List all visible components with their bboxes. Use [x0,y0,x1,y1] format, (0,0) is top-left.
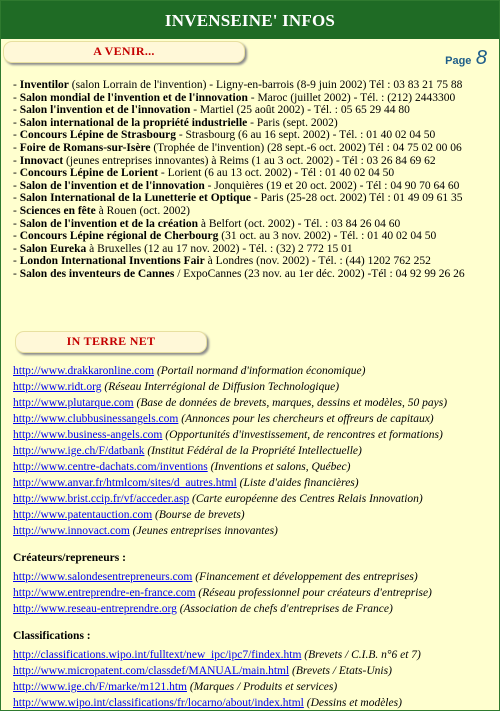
createurs-heading: Créateurs/repreneurs : [13,552,126,564]
event-item: - Inventilor (salon Lorrain de l'invention) - Ligny-en-barrois (8-9 juin 2002) Tél : 03 83 21 75 88 [13,79,463,91]
link-url[interactable]: http://www.ige.ch/F/datbank [13,445,145,457]
link-description: (Inventions et salons, Québec) [207,461,351,473]
event-detail: à Belfort (oct. 2002) - Tél. : 03 84 26 04 60 [197,217,401,230]
link-item [13,363,499,379]
link-item [13,427,499,443]
link-description: (Marques / Produits et services) [186,681,338,693]
link-item [13,695,499,711]
link-item [13,491,499,507]
link-url[interactable]: http://www.ridt.org [13,381,102,393]
page-title: INVENSEINE' INFOS [164,11,336,30]
link-description: (Association de chefs d'entreprises de France) [176,603,393,615]
event-name: Salon mondial de l'invention et de l'innovation [19,91,248,104]
event-name: London International Inventions Fair [19,255,205,268]
events-list [13,79,499,281]
event-detail: / ExpoCannes (23 nov. au 1er déc. 2002) -Tél : 04 92 99 26 26 [174,267,465,280]
section-tag-internet [15,331,207,353]
event-item: - Salon mondial de l'invention et de l'innovation - Maroc (juillet 2002) - Tél. : (212) 2443300 [13,91,456,104]
event-item: - London International Inventions Fair à Londres (nov. 2002) - Tél. : (44) 1202 762 252 [13,255,431,268]
link-description: (Dessins et modèles) [303,697,402,709]
event-detail: à Londres (nov. 2002) - Tél. : (44) 1202 762 252 [204,255,431,268]
event-item: - Salon international de la propriété industrielle - Paris (sept. 2002) [13,116,338,129]
event-name: Salon des inventeurs de Cannes [19,267,175,280]
section-tag-internet-label: IN TERRE NET [66,334,156,348]
links-section [13,363,499,711]
event-detail: (Trophée de l'invention) (28 sept.-6 oct. 2002) Tél : 04 75 02 00 06 [150,141,462,154]
classifications-list [13,647,499,711]
event-detail: (salon Lorrain de l'invention) - Ligny-en-barrois (8-9 juin 2002) Tél : 03 83 21 75 88 [68,79,463,91]
link-description: (Portail normand d'information économique) [154,365,366,377]
createurs-list [13,569,499,617]
event-detail: - Lorient (6 au 13 oct. 2002) - Tél : 01 40 02 04 50 [158,167,395,180]
link-item [13,523,499,539]
event-name: Foire de Romans-sur-Isère [19,141,151,154]
link-item [13,679,499,695]
event-detail: à Bruxelles (12 au 17 nov. 2002) - Tél. : (32) 2 772 15 01 [86,242,353,255]
link-description: (Bourse de brevets) [152,509,245,521]
event-item: - Salon Eureka à Bruxelles (12 au 17 nov. 2002) - Tél. : (32) 2 772 15 01 [13,242,353,255]
event-detail: - Paris (sept. 2002) [247,116,338,129]
link-description: (Jeunes entreprises innovantes) [129,525,278,537]
link-item [13,411,499,427]
link-description: (Base de données de brevets, marques, dessins et modèles, 50 pays) [133,397,448,409]
event-detail: à Rouen (oct. 2002) [95,204,190,217]
page-number [445,47,487,70]
event-item: - Salon de l'invention et de l'innovation - Jonquières (19 et 20 oct. 2002) - Tél : 04 90 70 64 60 [13,179,460,192]
link-description: (Annonces pour les chercheurs et offreurs de capitaux) [178,413,434,425]
link-url[interactable]: http://www.patentauction.com [13,509,153,521]
page-label: Page [445,55,472,67]
event-detail: - Strasbourg (6 au 16 sept. 2002) - Tél. : 01 40 02 04 50 [175,129,436,142]
event-name: Salon l'invention et de l'innovation [19,104,191,117]
link-item [13,647,499,663]
event-detail: - Martiel (25 août 2002) - Tél. : 05 65 29 44 80 [190,104,410,117]
event-item: - Innovact (jeunes entreprises innovantes) à Reims (1 au 3 oct. 2002) - Tél : 03 26 84 69 62 [13,154,436,167]
link-url[interactable]: http://www.salondesentrepreneurs.com [13,571,193,583]
event-name: Salon de l'invention et de la création [19,217,198,230]
link-item [13,569,499,585]
section-tag-a-venir [3,41,245,63]
event-name: Salon de l'invention et de l'innovation [19,179,205,192]
links-list [13,363,499,539]
link-url[interactable]: http://www.business-angels.com [13,429,163,441]
link-item [13,475,499,491]
link-url[interactable]: http://www.innovact.com [13,525,130,537]
link-description: (Institut Fédéral de la Propriété Intellectuelle) [144,445,362,457]
section-tag-a-venir-label: A VENIR... [93,44,155,58]
link-url[interactable]: http://www.brist.ccip.fr/vf/acceder.asp [13,493,190,505]
event-item: - Concours Lépine de Strasbourg - Strasbourg (6 au 16 sept. 2002) - Tél. : 01 40 02 04 50 [13,129,436,142]
event-item: - Concours Lépine régional de Cherbourg (31 oct. au 3 nov. 2002) - Tél. : 01 40 02 04 50 [13,230,437,243]
event-item: - Foire de Romans-sur-Isère (Trophée de l'invention) (28 sept.-6 oct. 2002) Tél : 04 75 02 00 06 [13,141,462,154]
link-url[interactable]: http://www.plutarque.com [13,397,134,409]
link-url[interactable]: http://www.reseau-entreprendre.org [13,603,177,615]
link-url[interactable]: http://www.wipo.int/classifications/fr/locarno/about/index.html [13,697,304,709]
link-description: (Réseau Interrégional de Diffusion Technologique) [101,381,340,393]
event-name: Salon International de la Lunetterie et Optique [19,192,251,205]
event-detail: (jeunes entreprises innovantes) à Reims (1 au 3 oct. 2002) - Tél : 03 26 84 69 62 [63,154,436,167]
link-url[interactable]: http://classifications.wipo.int/fulltext/new_ipc/ipc7/findex.htm [13,649,302,661]
event-name: Salon international de la propriété industrielle [19,116,248,129]
event-name: Sciences en fête [19,204,96,217]
link-description: (Carte européenne des Centres Relais Innovation) [189,493,423,505]
header-bar [1,1,499,39]
link-description: (Réseau professionnel pour créateurs d'entreprise) [195,587,432,599]
link-url[interactable]: http://www.anvar.fr/htmlcom/sites/d_autres.html [13,477,237,489]
link-url[interactable]: http://www.micropatent.com/classdef/MANUAL/main.html [13,665,290,677]
event-detail: - Jonquières (19 et 20 oct. 2002) - Tél : 04 90 70 64 60 [204,179,460,192]
event-item: - Salon l'invention et de l'innovation - Martiel (25 août 2002) - Tél. : 05 65 29 44 80 [13,104,410,117]
link-item [13,379,499,395]
event-name: Innovact [19,154,64,167]
event-name: Concours Lépine régional de Cherbourg [19,230,219,243]
link-description: (Opportunités d'investissement, de rencontres et formations) [162,429,443,441]
link-url[interactable]: http://www.ige.ch/F/marke/m121.htm [13,681,187,693]
classifications-heading: Classifications : [13,630,91,642]
link-description: (Brevets / Etats-Unis) [289,665,392,677]
event-name: Concours Lépine de Lorient [19,167,159,180]
link-url[interactable]: http://www.entreprendre-en-france.com [13,587,196,599]
event-detail: (31 oct. au 3 nov. 2002) - Tél. : 01 40 02 04 50 [218,230,437,243]
link-description: (Financement et développement des entreprises) [192,571,418,583]
event-name: Inventilor [19,79,69,91]
link-item [13,663,499,679]
event-item: - Concours Lépine de Lorient - Lorient (6 au 13 oct. 2002) - Tél : 01 40 02 04 50 [13,167,395,180]
link-description: (Brevets / C.I.B. n°6 et 7) [301,649,421,661]
link-item [13,395,499,411]
link-item [13,507,499,523]
link-url[interactable]: http://www.drakkaronline.com [13,365,155,377]
link-item [13,585,499,601]
event-name: Concours Lépine de Strasbourg [19,129,176,142]
event-detail: - Maroc (juillet 2002) - Tél. : (212) 2443300 [247,91,456,104]
event-item: - Salon des inventeurs de Cannes / ExpoCannes (23 nov. au 1er déc. 2002) -Tél : 04 92 99 26 26 [13,267,465,280]
link-item [13,601,499,617]
event-name: Salon Eureka [19,242,87,255]
link-url[interactable]: http://www.clubbusinessangels.com [13,413,179,425]
page-number-value: 8 [475,47,487,69]
event-item: - Sciences en fête à Rouen (oct. 2002) [13,204,190,217]
event-detail: - Paris (25-28 oct. 2002) Tél : 01 49 09 61 35 [251,192,463,205]
link-url[interactable]: http://www.centre-dachats.com/inventions [13,461,208,473]
link-item [13,443,499,459]
event-item: - Salon International de la Lunetterie et Optique - Paris (25-28 oct. 2002) Tél : 01 49 09 61 35 [13,192,463,205]
link-item [13,459,499,475]
link-description: (Liste d'aides financières) [236,477,359,489]
event-item: - Salon de l'invention et de la création à Belfort (oct. 2002) - Tél. : 03 84 26 04 60 [13,217,401,230]
